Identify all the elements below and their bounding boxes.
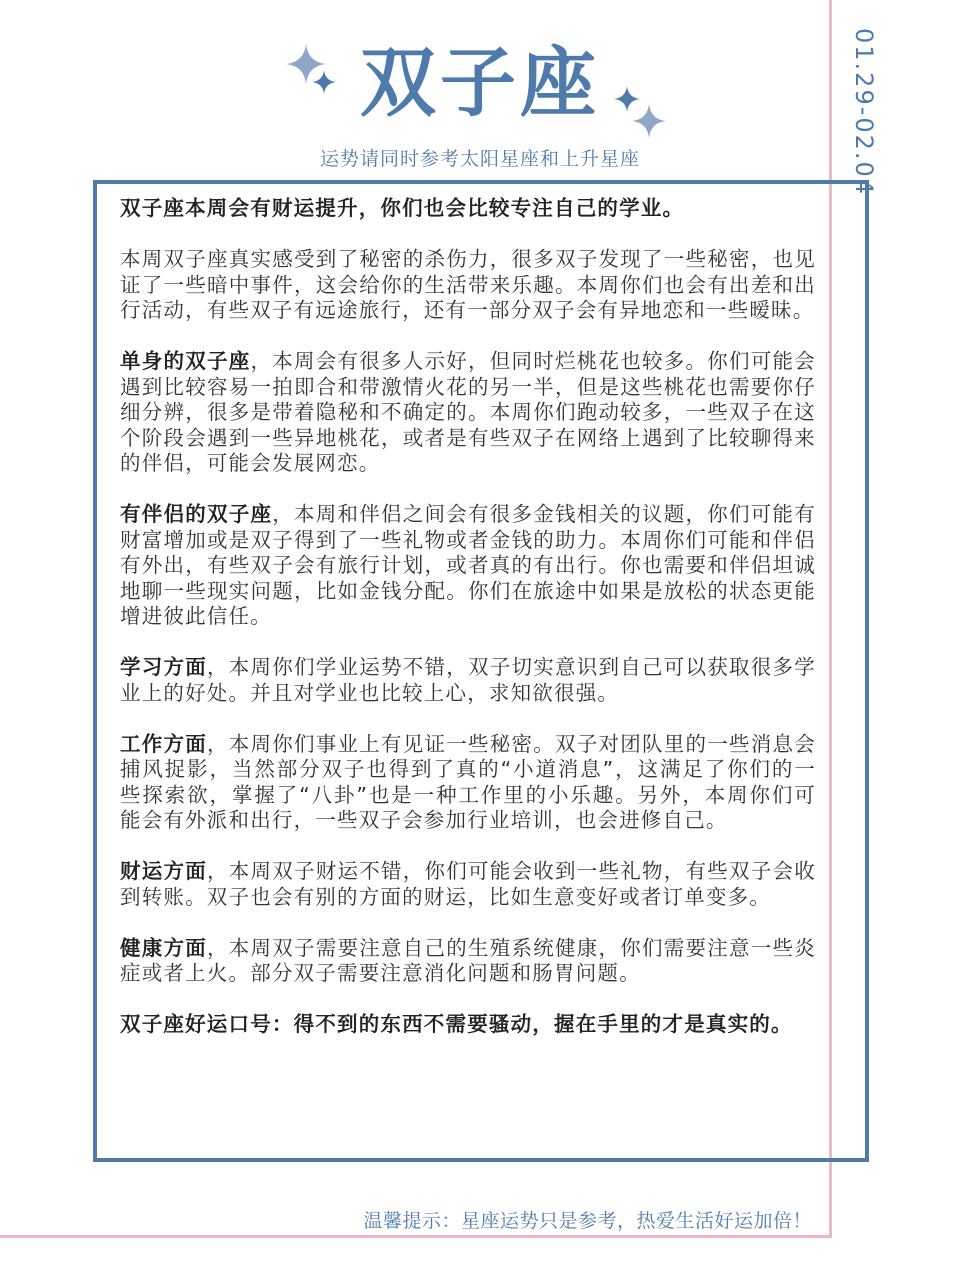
work-text: ，本周你们事业上有见证一些秘密。双子对团队里的一些消息会捕风捉影，当然部分双子也得到了真的“小道消息”，这满足了你们的一些探索欲，掌握了“八卦”也是一种工作里的小乐趣。另外，本周你们可能会有外派和出行，一些双子会参加行业培训，也会进修自己。	[120, 731, 816, 832]
overview-paragraph: 本周双子座真实感受到了秘密的杀伤力，很多双子发现了一些秘密，也见证了一些暗中事件，这会给你的生活带来乐趣。本周你们也会有出差和出行活动，有些双子有远途旅行，还有一部分双子会有异地恋和一些暧昧。	[120, 247, 816, 322]
single-text: ，本周会有很多人示好，但同时烂桃花也较多。你们可能会遇到比较容易一拍即合和带激情火花的另一半，但是这些桃花也需要你仔细分辨，很多是带着隐秘和不确定的。本周你们跑动较多，一些双子在这个阶段会遇到一些异地桃花，或者是有些双子在网络上遇到了比较聊得来的伴侣，可能会发展网恋。	[120, 349, 816, 475]
health-text: ，本周双子需要注意自己的生殖系统健康，你们需要注意一些炎症或者上火。部分双子需要注意消化问题和肠胃问题。	[120, 935, 816, 985]
health-label: 健康方面	[120, 935, 208, 960]
partnered-paragraph	[120, 502, 816, 630]
work-label: 工作方面	[120, 731, 208, 756]
footer-tip: 温馨提示：星座运势只是参考，热爱生活好运加倍！	[363, 1210, 812, 1232]
work-paragraph	[120, 732, 816, 834]
date-range: 01.29-02.04	[850, 28, 878, 197]
slogan-paragraph	[120, 1012, 816, 1038]
wealth-label: 财运方面	[120, 859, 208, 883]
page-title: 双子座	[360, 38, 600, 127]
partnered-text: ，本周和伴侣之间会有很多金钱相关的议题，你们可能有财富增加或是双子得到了一些礼物或者金钱的助力。本周你们可能和伴侣有外出，有些双子会有旅行计划，或者真的有出行。你也需要和伴侣坦诚地聊一些现实问题，比如金钱分配。你们在旅途中如果是放松的状态更能增进彼此信任。	[120, 502, 816, 628]
health-paragraph	[120, 936, 816, 987]
slogan-text: 双子座好运口号：得不到的东西不需要骚动，握在手里的才是真实的。	[120, 1012, 793, 1036]
partnered-label: 有伴侣的双子座	[120, 502, 273, 526]
wealth-paragraph	[120, 859, 816, 910]
study-label: 学习方面	[120, 655, 208, 679]
pink-horizontal-line	[0, 1235, 832, 1238]
intro-text: 双子座本周会有财运提升，你们也会比较专注自己的学业。	[120, 196, 685, 220]
single-paragraph	[120, 349, 816, 477]
horoscope-content	[120, 196, 816, 1063]
single-label: 单身的双子座	[120, 349, 251, 373]
page-subtitle: 运势请同时参考太阳星座和上升星座	[319, 148, 640, 170]
intro-paragraph	[120, 196, 816, 222]
study-paragraph	[120, 655, 816, 706]
study-text: ，本周你们学业运势不错，双子切实意识到自己可以获取很多学业上的好处。并且对学业也比较上心，求知欲很强。	[120, 655, 816, 705]
wealth-text: ，本周双子财运不错，你们可能会收到一些礼物，有些双子会收到转账。双子也会有别的方面的财运，比如生意变好或者订单变多。	[120, 859, 816, 909]
